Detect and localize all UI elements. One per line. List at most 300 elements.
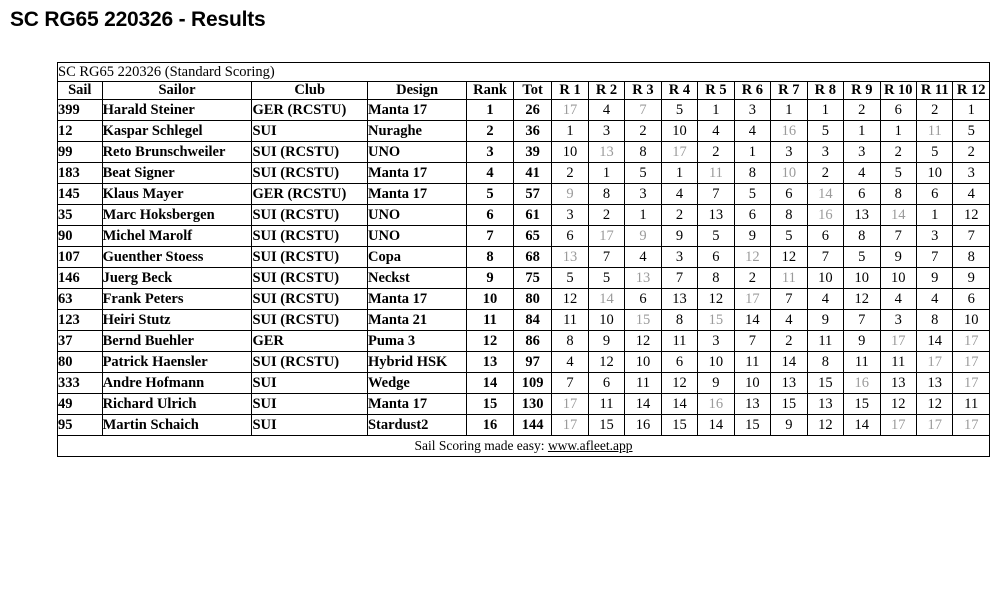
column-header: R 5 xyxy=(698,82,734,100)
cell-race-score: 4 xyxy=(953,184,990,205)
cell-race-score: 11 xyxy=(917,121,953,142)
column-header: R 1 xyxy=(552,82,588,100)
cell-race-score: 14 xyxy=(625,394,661,415)
cell-sail: 333 xyxy=(58,373,103,394)
cell-race-score: 1 xyxy=(661,163,697,184)
cell-sail: 183 xyxy=(58,163,103,184)
cell-race-score: 2 xyxy=(807,163,843,184)
cell-race-score: 16 xyxy=(698,394,734,415)
cell-design: Nuraghe xyxy=(367,121,466,142)
cell-race-score: 16 xyxy=(625,415,661,436)
cell-race-score: 17 xyxy=(552,394,588,415)
cell-race-score: 8 xyxy=(698,268,734,289)
cell-race-score: 13 xyxy=(844,205,880,226)
cell-design: Stardust2 xyxy=(367,415,466,436)
column-header: R 3 xyxy=(625,82,661,100)
cell-sail: 37 xyxy=(58,331,103,352)
cell-race-score: 2 xyxy=(698,142,734,163)
cell-race-score: 1 xyxy=(880,121,916,142)
table-row xyxy=(58,268,990,289)
cell-rank: 14 xyxy=(467,373,514,394)
cell-race-score: 7 xyxy=(698,184,734,205)
cell-race-score: 6 xyxy=(588,373,624,394)
table-row xyxy=(58,415,990,436)
cell-design: Neckst xyxy=(367,268,466,289)
cell-race-score: 17 xyxy=(588,226,624,247)
table-row xyxy=(58,352,990,373)
cell-race-score: 16 xyxy=(807,205,843,226)
cell-race-score: 4 xyxy=(661,184,697,205)
table-header-row xyxy=(58,82,990,100)
cell-race-score: 1 xyxy=(844,121,880,142)
cell-race-score: 3 xyxy=(807,142,843,163)
cell-club: SUI xyxy=(252,415,367,436)
cell-race-score: 7 xyxy=(552,373,588,394)
cell-race-score: 8 xyxy=(552,331,588,352)
cell-race-score: 4 xyxy=(588,100,624,121)
cell-race-score: 4 xyxy=(807,289,843,310)
cell-race-score: 1 xyxy=(588,163,624,184)
cell-race-score: 9 xyxy=(953,268,990,289)
cell-race-score: 11 xyxy=(844,352,880,373)
cell-race-score: 3 xyxy=(588,121,624,142)
cell-design: Manta 17 xyxy=(367,100,466,121)
cell-race-score: 13 xyxy=(734,394,770,415)
cell-race-score: 5 xyxy=(661,100,697,121)
table-row xyxy=(58,247,990,268)
cell-race-score: 14 xyxy=(917,331,953,352)
cell-race-score: 12 xyxy=(807,415,843,436)
cell-race-score: 1 xyxy=(807,100,843,121)
column-header: Rank xyxy=(467,82,514,100)
cell-race-score: 7 xyxy=(917,247,953,268)
cell-race-score: 10 xyxy=(625,352,661,373)
cell-race-score: 15 xyxy=(588,415,624,436)
cell-race-score: 1 xyxy=(698,100,734,121)
cell-race-score: 17 xyxy=(552,100,588,121)
table-row xyxy=(58,289,990,310)
cell-race-score: 6 xyxy=(917,184,953,205)
cell-race-score: 7 xyxy=(734,331,770,352)
cell-race-score: 1 xyxy=(625,205,661,226)
cell-race-score: 11 xyxy=(588,394,624,415)
cell-race-score: 13 xyxy=(698,205,734,226)
cell-race-score: 11 xyxy=(880,352,916,373)
cell-sail: 95 xyxy=(58,415,103,436)
cell-race-score: 5 xyxy=(880,163,916,184)
cell-race-score: 11 xyxy=(807,331,843,352)
cell-sailor: Harald Steiner xyxy=(102,100,252,121)
cell-race-score: 12 xyxy=(588,352,624,373)
cell-race-score: 17 xyxy=(953,373,990,394)
cell-race-score: 11 xyxy=(953,394,990,415)
column-header: R 12 xyxy=(953,82,990,100)
cell-design: UNO xyxy=(367,142,466,163)
cell-race-score: 9 xyxy=(880,247,916,268)
cell-race-score: 13 xyxy=(661,289,697,310)
cell-race-score: 6 xyxy=(807,226,843,247)
cell-race-score: 12 xyxy=(734,247,770,268)
cell-total: 84 xyxy=(513,310,551,331)
cell-club: SUI (RCSTU) xyxy=(252,289,367,310)
cell-race-score: 9 xyxy=(661,226,697,247)
cell-rank: 3 xyxy=(467,142,514,163)
cell-race-score: 6 xyxy=(844,184,880,205)
cell-race-score: 12 xyxy=(880,394,916,415)
cell-race-score: 6 xyxy=(734,205,770,226)
table-row xyxy=(58,121,990,142)
cell-sail: 49 xyxy=(58,394,103,415)
cell-race-score: 6 xyxy=(698,247,734,268)
cell-sailor: Heiri Stutz xyxy=(102,310,252,331)
cell-race-score: 14 xyxy=(661,394,697,415)
cell-race-score: 10 xyxy=(588,310,624,331)
cell-race-score: 3 xyxy=(552,205,588,226)
cell-race-score: 2 xyxy=(661,205,697,226)
cell-race-score: 10 xyxy=(844,268,880,289)
cell-race-score: 6 xyxy=(771,184,807,205)
cell-race-score: 5 xyxy=(917,142,953,163)
cell-race-score: 9 xyxy=(734,226,770,247)
cell-race-score: 4 xyxy=(734,121,770,142)
cell-race-score: 15 xyxy=(698,310,734,331)
cell-club: GER (RCSTU) xyxy=(252,100,367,121)
cell-race-score: 8 xyxy=(880,184,916,205)
cell-race-score: 17 xyxy=(953,331,990,352)
cell-race-score: 10 xyxy=(880,268,916,289)
cell-race-score: 13 xyxy=(625,268,661,289)
cell-race-score: 3 xyxy=(844,142,880,163)
cell-race-score: 17 xyxy=(917,352,953,373)
cell-race-score: 12 xyxy=(698,289,734,310)
column-header: Sail xyxy=(58,82,103,100)
cell-race-score: 9 xyxy=(625,226,661,247)
table-row xyxy=(58,184,990,205)
cell-rank: 1 xyxy=(467,100,514,121)
page-title: SC RG65 220326 - Results xyxy=(10,8,266,31)
cell-total: 144 xyxy=(513,415,551,436)
cell-race-score: 11 xyxy=(552,310,588,331)
cell-race-score: 7 xyxy=(625,100,661,121)
footer-text: Sail Scoring made easy: xyxy=(414,438,548,453)
cell-sail: 80 xyxy=(58,352,103,373)
cell-race-score: 16 xyxy=(844,373,880,394)
cell-sailor: Klaus Mayer xyxy=(102,184,252,205)
cell-race-score: 4 xyxy=(880,289,916,310)
cell-rank: 15 xyxy=(467,394,514,415)
cell-race-score: 12 xyxy=(552,289,588,310)
cell-race-score: 2 xyxy=(880,142,916,163)
cell-club: SUI (RCSTU) xyxy=(252,226,367,247)
column-header: R 10 xyxy=(880,82,916,100)
results-table xyxy=(57,62,990,457)
cell-race-score: 15 xyxy=(734,415,770,436)
cell-race-score: 6 xyxy=(552,226,588,247)
cell-race-score: 14 xyxy=(771,352,807,373)
cell-race-score: 8 xyxy=(917,310,953,331)
cell-sailor: Richard Ulrich xyxy=(102,394,252,415)
cell-total: 61 xyxy=(513,205,551,226)
cell-race-score: 10 xyxy=(552,142,588,163)
cell-sail: 99 xyxy=(58,142,103,163)
cell-race-score: 2 xyxy=(953,142,990,163)
cell-race-score: 1 xyxy=(953,100,990,121)
cell-race-score: 5 xyxy=(953,121,990,142)
table-row xyxy=(58,142,990,163)
cell-race-score: 7 xyxy=(588,247,624,268)
cell-race-score: 4 xyxy=(917,289,953,310)
cell-race-score: 8 xyxy=(588,184,624,205)
cell-club: SUI xyxy=(252,394,367,415)
cell-race-score: 1 xyxy=(771,100,807,121)
cell-rank: 7 xyxy=(467,226,514,247)
cell-race-score: 5 xyxy=(698,226,734,247)
table-caption: SC RG65 220326 (Standard Scoring) xyxy=(58,63,990,82)
cell-sailor: Martin Schaich xyxy=(102,415,252,436)
column-header: R 8 xyxy=(807,82,843,100)
table-row xyxy=(58,226,990,247)
cell-race-score: 17 xyxy=(917,415,953,436)
cell-race-score: 14 xyxy=(734,310,770,331)
table-row xyxy=(58,310,990,331)
cell-design: Manta 17 xyxy=(367,394,466,415)
cell-sail: 145 xyxy=(58,184,103,205)
column-header: R 9 xyxy=(844,82,880,100)
cell-design: UNO xyxy=(367,226,466,247)
cell-race-score: 5 xyxy=(734,184,770,205)
cell-design: Puma 3 xyxy=(367,331,466,352)
cell-race-score: 12 xyxy=(771,247,807,268)
cell-sail: 107 xyxy=(58,247,103,268)
cell-club: SUI (RCSTU) xyxy=(252,268,367,289)
cell-race-score: 14 xyxy=(698,415,734,436)
cell-sailor: Kaspar Schlegel xyxy=(102,121,252,142)
cell-race-score: 10 xyxy=(661,121,697,142)
cell-race-score: 15 xyxy=(625,310,661,331)
cell-club: SUI xyxy=(252,373,367,394)
table-caption-row xyxy=(58,63,990,82)
cell-rank: 6 xyxy=(467,205,514,226)
table-row xyxy=(58,331,990,352)
cell-rank: 16 xyxy=(467,415,514,436)
cell-sailor: Juerg Beck xyxy=(102,268,252,289)
cell-race-score: 10 xyxy=(953,310,990,331)
cell-race-score: 2 xyxy=(588,205,624,226)
cell-design: Manta 21 xyxy=(367,310,466,331)
cell-rank: 9 xyxy=(467,268,514,289)
cell-race-score: 5 xyxy=(625,163,661,184)
cell-race-score: 6 xyxy=(661,352,697,373)
cell-race-score: 12 xyxy=(917,394,953,415)
cell-race-score: 6 xyxy=(880,100,916,121)
cell-race-score: 7 xyxy=(661,268,697,289)
cell-race-score: 13 xyxy=(807,394,843,415)
cell-race-score: 17 xyxy=(734,289,770,310)
cell-race-score: 8 xyxy=(661,310,697,331)
cell-race-score: 6 xyxy=(953,289,990,310)
table-footer xyxy=(58,436,990,457)
cell-total: 41 xyxy=(513,163,551,184)
cell-sail: 12 xyxy=(58,121,103,142)
cell-race-score: 17 xyxy=(880,415,916,436)
table-row xyxy=(58,205,990,226)
cell-race-score: 8 xyxy=(771,205,807,226)
cell-total: 86 xyxy=(513,331,551,352)
cell-race-score: 5 xyxy=(588,268,624,289)
cell-design: Wedge xyxy=(367,373,466,394)
table-row xyxy=(58,163,990,184)
cell-race-score: 10 xyxy=(917,163,953,184)
cell-design: UNO xyxy=(367,205,466,226)
cell-race-score: 17 xyxy=(661,142,697,163)
cell-race-score: 4 xyxy=(844,163,880,184)
cell-race-score: 14 xyxy=(844,415,880,436)
cell-total: 109 xyxy=(513,373,551,394)
cell-race-score: 10 xyxy=(698,352,734,373)
cell-sailor: Michel Marolf xyxy=(102,226,252,247)
cell-race-score: 7 xyxy=(807,247,843,268)
cell-race-score: 11 xyxy=(661,331,697,352)
results-table-container xyxy=(57,62,990,457)
cell-rank: 4 xyxy=(467,163,514,184)
cell-race-score: 1 xyxy=(734,142,770,163)
cell-sailor: Andre Hofmann xyxy=(102,373,252,394)
cell-race-score: 3 xyxy=(917,226,953,247)
cell-race-score: 10 xyxy=(734,373,770,394)
cell-rank: 2 xyxy=(467,121,514,142)
cell-total: 57 xyxy=(513,184,551,205)
cell-sailor: Guenther Stoess xyxy=(102,247,252,268)
cell-race-score: 3 xyxy=(880,310,916,331)
column-header: Club xyxy=(252,82,367,100)
cell-design: Manta 17 xyxy=(367,289,466,310)
cell-race-score: 8 xyxy=(953,247,990,268)
column-header: R 11 xyxy=(917,82,953,100)
cell-race-score: 3 xyxy=(698,331,734,352)
cell-race-score: 11 xyxy=(771,268,807,289)
cell-race-score: 2 xyxy=(734,268,770,289)
cell-race-score: 1 xyxy=(552,121,588,142)
cell-sail: 35 xyxy=(58,205,103,226)
cell-sailor: Frank Peters xyxy=(102,289,252,310)
cell-rank: 10 xyxy=(467,289,514,310)
table-row xyxy=(58,394,990,415)
cell-race-score: 15 xyxy=(807,373,843,394)
cell-race-score: 5 xyxy=(844,247,880,268)
table-row xyxy=(58,373,990,394)
cell-race-score: 2 xyxy=(625,121,661,142)
cell-race-score: 14 xyxy=(880,205,916,226)
cell-rank: 13 xyxy=(467,352,514,373)
cell-race-score: 8 xyxy=(625,142,661,163)
cell-sailor: Bernd Buehler xyxy=(102,331,252,352)
cell-total: 75 xyxy=(513,268,551,289)
cell-race-score: 13 xyxy=(588,142,624,163)
cell-race-score: 3 xyxy=(734,100,770,121)
cell-race-score: 4 xyxy=(771,310,807,331)
cell-race-score: 2 xyxy=(771,331,807,352)
cell-sailor: Marc Hoksbergen xyxy=(102,205,252,226)
cell-race-score: 3 xyxy=(953,163,990,184)
cell-club: SUI (RCSTU) xyxy=(252,142,367,163)
cell-race-score: 11 xyxy=(734,352,770,373)
cell-rank: 12 xyxy=(467,331,514,352)
cell-sailor: Patrick Haensler xyxy=(102,352,252,373)
cell-total: 39 xyxy=(513,142,551,163)
cell-club: SUI (RCSTU) xyxy=(252,310,367,331)
cell-club: SUI (RCSTU) xyxy=(252,352,367,373)
cell-design: Manta 17 xyxy=(367,163,466,184)
cell-race-score: 12 xyxy=(844,289,880,310)
cell-race-score: 3 xyxy=(625,184,661,205)
column-header: R 6 xyxy=(734,82,770,100)
cell-race-score: 9 xyxy=(552,184,588,205)
cell-total: 80 xyxy=(513,289,551,310)
cell-race-score: 11 xyxy=(625,373,661,394)
cell-total: 130 xyxy=(513,394,551,415)
cell-sail: 90 xyxy=(58,226,103,247)
cell-race-score: 7 xyxy=(771,289,807,310)
cell-race-score: 12 xyxy=(953,205,990,226)
cell-total: 65 xyxy=(513,226,551,247)
cell-race-score: 7 xyxy=(880,226,916,247)
cell-race-score: 5 xyxy=(771,226,807,247)
cell-race-score: 13 xyxy=(880,373,916,394)
cell-race-score: 4 xyxy=(625,247,661,268)
cell-club: GER (RCSTU) xyxy=(252,184,367,205)
cell-race-score: 15 xyxy=(661,415,697,436)
cell-design: Hybrid HSK xyxy=(367,352,466,373)
cell-rank: 11 xyxy=(467,310,514,331)
cell-race-score: 9 xyxy=(917,268,953,289)
cell-race-score: 3 xyxy=(771,142,807,163)
cell-race-score: 16 xyxy=(771,121,807,142)
cell-race-score: 9 xyxy=(771,415,807,436)
cell-race-score: 5 xyxy=(807,121,843,142)
afleet-link[interactable]: www.afleet.app xyxy=(547,438,633,453)
cell-club: GER xyxy=(252,331,367,352)
cell-race-score: 17 xyxy=(953,352,990,373)
column-header: Sailor xyxy=(102,82,252,100)
cell-race-score: 4 xyxy=(552,352,588,373)
cell-total: 97 xyxy=(513,352,551,373)
cell-sail: 123 xyxy=(58,310,103,331)
cell-total: 68 xyxy=(513,247,551,268)
column-header: R 2 xyxy=(588,82,624,100)
cell-race-score: 13 xyxy=(552,247,588,268)
cell-race-score: 6 xyxy=(625,289,661,310)
column-header: Design xyxy=(367,82,466,100)
cell-sail: 63 xyxy=(58,289,103,310)
cell-race-score: 9 xyxy=(844,331,880,352)
cell-total: 36 xyxy=(513,121,551,142)
column-header: R 4 xyxy=(661,82,697,100)
cell-race-score: 3 xyxy=(661,247,697,268)
cell-sail: 399 xyxy=(58,100,103,121)
cell-race-score: 13 xyxy=(917,373,953,394)
cell-race-score: 9 xyxy=(588,331,624,352)
cell-race-score: 9 xyxy=(807,310,843,331)
cell-sailor: Beat Signer xyxy=(102,163,252,184)
cell-race-score: 17 xyxy=(552,415,588,436)
cell-sailor: Reto Brunschweiler xyxy=(102,142,252,163)
cell-race-score: 2 xyxy=(844,100,880,121)
cell-design: Manta 17 xyxy=(367,184,466,205)
cell-race-score: 14 xyxy=(807,184,843,205)
table-footer-row xyxy=(58,436,990,457)
cell-club: SUI (RCSTU) xyxy=(252,247,367,268)
cell-race-score: 10 xyxy=(771,163,807,184)
